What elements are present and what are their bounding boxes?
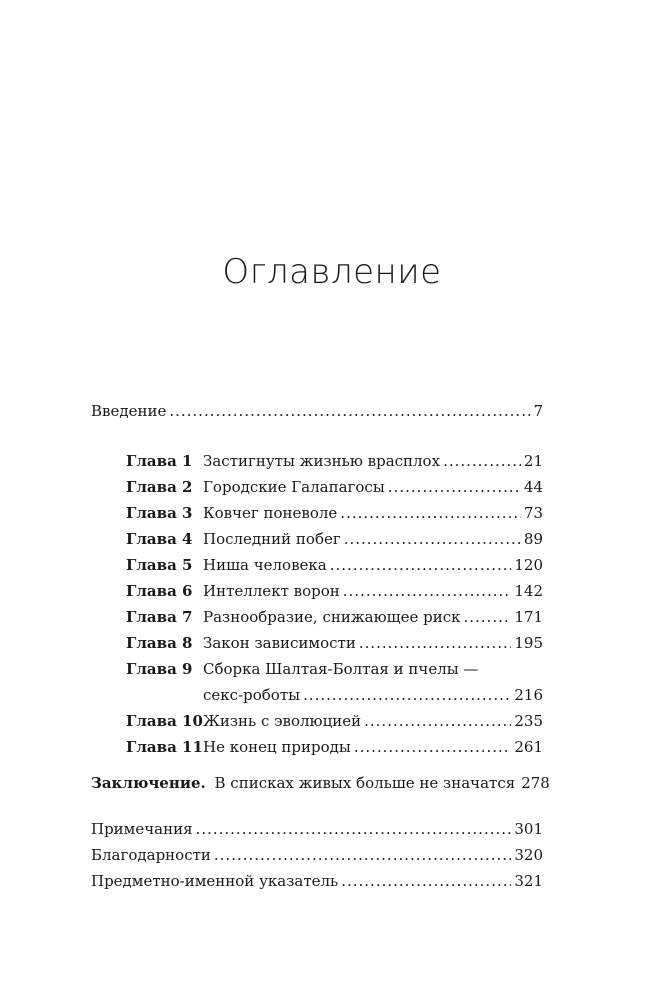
toc-entry-acknowledgements bbox=[91, 842, 543, 868]
chapter-title: Последний побег bbox=[203, 530, 341, 548]
dot-leader bbox=[359, 630, 512, 656]
dot-leader bbox=[214, 842, 511, 868]
toc-page-number: 171 bbox=[514, 608, 543, 626]
dot-leader bbox=[303, 682, 511, 708]
toc-page-number: 120 bbox=[514, 556, 543, 574]
chapter-number: Глава 8 bbox=[126, 634, 193, 652]
chapter-number: Глава 9 bbox=[126, 660, 193, 678]
toc-chapter-4 bbox=[91, 526, 543, 552]
chapter-title-line-2: секс-роботы bbox=[203, 686, 301, 704]
conclusion-title: В списках живых больше не значатся bbox=[214, 774, 516, 792]
toc-chapter-11 bbox=[91, 734, 543, 760]
toc-page-number: 21 bbox=[523, 452, 543, 470]
chapter-number: Глава 6 bbox=[126, 582, 193, 600]
chapter-title: Разнообразие, снижающее риск bbox=[203, 608, 461, 626]
toc-entry-label: Благодарности bbox=[91, 846, 211, 864]
dot-leader bbox=[364, 708, 511, 734]
chapter-number: Глава 2 bbox=[126, 478, 193, 496]
chapter-title: Застигнуты жизнью врасплох bbox=[203, 452, 441, 470]
toc-chapter-10 bbox=[91, 708, 543, 734]
toc-entry-label: Примечания bbox=[91, 820, 193, 838]
toc-page-number: 301 bbox=[514, 820, 543, 838]
chapter-title: Жизнь с эволюцией bbox=[203, 712, 362, 730]
toc-page-number: 278 bbox=[521, 774, 550, 792]
toc-entry-intro bbox=[91, 398, 543, 424]
toc-entry-label: Предметно-именной указатель bbox=[91, 872, 339, 890]
page-title: Оглавление bbox=[222, 252, 442, 292]
chapter-title: Не конец природы bbox=[203, 738, 351, 756]
toc-chapter-5 bbox=[91, 552, 543, 578]
dot-leader bbox=[330, 552, 512, 578]
toc-page-number: 320 bbox=[514, 846, 543, 864]
dot-leader bbox=[343, 578, 512, 604]
toc-page-number: 89 bbox=[523, 530, 543, 548]
toc-entry-conclusion bbox=[91, 770, 550, 796]
toc-chapter-9 bbox=[91, 656, 543, 708]
dot-leader bbox=[340, 500, 521, 526]
chapter-title: Закон зависимости bbox=[203, 634, 356, 652]
chapter-number: Глава 7 bbox=[126, 608, 193, 626]
toc-page-number: 235 bbox=[514, 712, 543, 730]
toc-page-number: 44 bbox=[523, 478, 543, 496]
chapter-title: Ниша человека bbox=[203, 556, 327, 574]
toc-page-number: 142 bbox=[514, 582, 543, 600]
chapter-title-line-1: Сборка Шалтая-Болтая и пчелы — bbox=[203, 660, 479, 678]
dot-leader bbox=[388, 474, 521, 500]
toc-entry-notes bbox=[91, 816, 543, 842]
toc-chapter-7 bbox=[91, 604, 543, 630]
toc-page-number: 7 bbox=[533, 402, 543, 420]
toc-chapter-6 bbox=[91, 578, 543, 604]
toc-chapter-2 bbox=[91, 474, 543, 500]
dot-leader bbox=[443, 448, 521, 474]
chapter-number: Глава 4 bbox=[126, 530, 193, 548]
toc-page-number: 73 bbox=[523, 504, 543, 522]
chapter-title: Ковчег поневоле bbox=[203, 504, 338, 522]
dot-leader bbox=[344, 526, 521, 552]
toc-entry-label: Введение bbox=[91, 402, 167, 420]
dot-leader bbox=[354, 734, 512, 760]
chapter-title: Городские Галапагосы bbox=[203, 478, 385, 496]
dot-leader bbox=[196, 816, 512, 842]
table-of-contents bbox=[91, 398, 550, 894]
toc-page-number: 261 bbox=[514, 738, 543, 756]
conclusion-heading: Заключение. bbox=[91, 774, 206, 792]
toc-chapter-1 bbox=[91, 448, 543, 474]
toc-chapter-8 bbox=[91, 630, 543, 656]
chapter-title: Интеллект ворон bbox=[203, 582, 340, 600]
chapter-number: Глава 3 bbox=[126, 504, 193, 522]
chapter-number: Глава 5 bbox=[126, 556, 193, 574]
toc-page-number: 216 bbox=[514, 686, 543, 704]
chapter-number: Глава 1 bbox=[126, 452, 193, 470]
toc-entry-index bbox=[91, 868, 543, 894]
toc-chapter-3 bbox=[91, 500, 543, 526]
dot-leader bbox=[341, 868, 511, 894]
chapter-number: Глава 11 bbox=[126, 738, 203, 756]
toc-page-number: 321 bbox=[514, 872, 543, 890]
toc-page-number: 195 bbox=[514, 634, 543, 652]
dot-leader bbox=[463, 604, 511, 630]
dot-leader bbox=[169, 398, 530, 424]
chapter-number: Глава 10 bbox=[126, 712, 203, 730]
